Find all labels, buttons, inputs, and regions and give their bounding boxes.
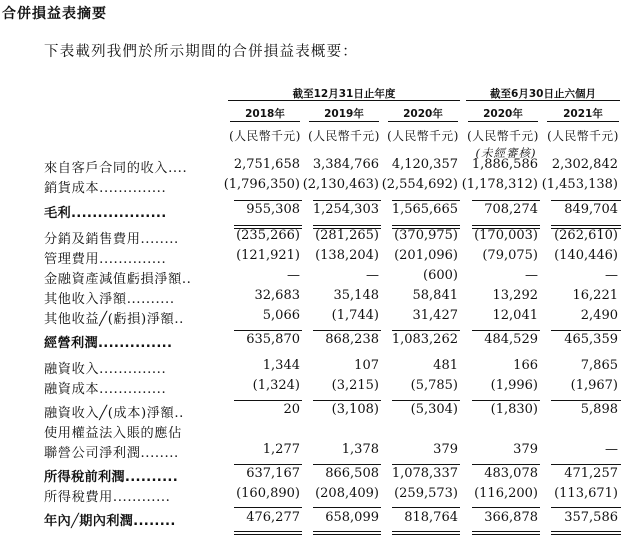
- rule-above-net-finance-3: [472, 400, 540, 401]
- row-value-col-0: 2,751,658: [233, 157, 300, 172]
- rule-above-net-profit-3: [472, 507, 540, 508]
- row-value-col-3: 484,529: [484, 332, 538, 347]
- group-underline-annual: [228, 100, 460, 101]
- table-row: [0, 248, 627, 268]
- row-value-col-0: (160,890): [236, 486, 300, 501]
- rule-above-gross-profit-0: [234, 200, 302, 201]
- table-row: [0, 157, 627, 177]
- row-value-col-1: (2,130,463): [302, 177, 379, 192]
- row-value-col-4: 357,586: [564, 510, 618, 525]
- year-header-1: 2019年: [324, 108, 364, 120]
- row-value-col-1: 3,384,766: [312, 157, 379, 172]
- rule-below-gross-profit-3: [472, 225, 540, 229]
- rule-below-net-profit-1: [313, 531, 381, 535]
- row-value-col-0: 20: [283, 402, 300, 417]
- rule-above-net-profit-4: [551, 507, 621, 508]
- year-underline-1: [309, 121, 379, 122]
- row-value-col-1: 866,508: [325, 466, 379, 481]
- row-value-col-2: 58,841: [412, 288, 458, 303]
- row-value-col-1: 107: [354, 358, 379, 373]
- row-value-col-4: 849,704: [564, 202, 618, 217]
- rule-below-gross-profit-2: [392, 225, 460, 229]
- unit-label-4: (人民幣千元): [547, 129, 619, 143]
- year-underline-3: [468, 121, 538, 122]
- rule-above-pretax-3: [472, 464, 540, 465]
- row-value-col-1: (208,409): [315, 486, 379, 501]
- row-value-col-4: —: [605, 442, 618, 457]
- row-value-col-3: —: [525, 268, 538, 283]
- row-label: 毛利..................: [44, 206, 167, 221]
- row-value-col-2: 1,565,665: [391, 202, 458, 217]
- year-underline-0: [230, 121, 300, 122]
- row-value-col-4: 471,257: [564, 466, 618, 481]
- row-label: 銷貨成本..............: [44, 181, 167, 196]
- unit-label-1: (人民幣千元): [308, 129, 380, 143]
- row-value-col-0: 1,344: [262, 358, 300, 373]
- rule-above-pretax-2: [392, 464, 460, 465]
- rule-above-operating-profit-0: [234, 330, 302, 331]
- table-row: [0, 466, 627, 486]
- row-value-col-0: 5,066: [262, 308, 300, 323]
- row-value-col-1: (3,215): [331, 378, 379, 393]
- rule-above-pretax-4: [551, 464, 621, 465]
- row-value-col-1: 35,148: [333, 288, 379, 303]
- table-row: [0, 202, 627, 222]
- table-row: [0, 378, 627, 398]
- row-label: 融資收入..............: [44, 362, 167, 377]
- rule-above-net-profit-1: [313, 507, 381, 508]
- row-value-col-0: 955,308: [246, 202, 300, 217]
- row-value-col-2: (5,304): [410, 402, 458, 417]
- rule-below-gross-profit-1: [313, 225, 381, 229]
- row-value-col-4: 16,221: [572, 288, 618, 303]
- rule-above-net-finance-0: [234, 400, 302, 401]
- row-value-col-2: 1,083,262: [391, 332, 458, 347]
- rule-above-operating-profit-2: [392, 330, 460, 331]
- rule-above-operating-profit-4: [551, 330, 621, 331]
- year-underline-4: [547, 121, 619, 122]
- rule-above-net-profit-2: [392, 507, 460, 508]
- row-label: 經營利潤..............: [44, 336, 173, 351]
- row-value-col-2: 481: [433, 358, 458, 373]
- row-label: 其他收益╱(虧損)淨額..: [44, 312, 184, 327]
- row-value-col-1: —: [366, 268, 379, 283]
- table-row: [0, 332, 627, 352]
- row-value-col-2: 31,427: [412, 308, 458, 323]
- row-value-col-2: (2,554,692): [381, 177, 458, 192]
- rule-below-net-profit-4: [551, 531, 621, 535]
- table-row: [0, 177, 627, 197]
- year-underline-2: [388, 121, 458, 122]
- table-row: [0, 510, 627, 530]
- row-value-col-0: (235,266): [236, 228, 300, 243]
- row-value-col-2: (259,573): [394, 486, 458, 501]
- rule-above-net-finance-1: [313, 400, 381, 401]
- row-value-col-0: 1,277: [262, 442, 300, 457]
- row-label: 分銷及銷售費用........: [44, 232, 179, 247]
- row-value-col-0: —: [287, 268, 300, 283]
- group-underline-interim: [466, 100, 620, 101]
- table-row: [0, 288, 627, 308]
- row-value-col-4: 2,302,842: [551, 157, 618, 172]
- rule-above-gross-profit-1: [313, 200, 381, 201]
- rule-above-operating-profit-3: [472, 330, 540, 331]
- row-value-col-0: (1,324): [252, 378, 300, 393]
- row-value-col-3: 12,041: [492, 308, 538, 323]
- table-row: [0, 422, 627, 442]
- row-value-col-3: (1,178,312): [461, 177, 538, 192]
- rule-below-net-profit-2: [392, 531, 460, 535]
- table-row: [0, 228, 627, 248]
- row-label: 使用權益法入賬的應佔: [44, 426, 182, 441]
- table-row: [0, 442, 627, 462]
- intro-paragraph: 下表載列我們於所示期間的合併損益表概要：: [44, 44, 358, 60]
- rule-above-net-profit-0: [234, 507, 302, 508]
- row-label: 聯營公司淨利潤........: [44, 446, 179, 461]
- row-value-col-3: 366,878: [484, 510, 538, 525]
- row-value-col-2: (370,975): [394, 228, 458, 243]
- rule-above-gross-profit-4: [551, 200, 621, 201]
- row-value-col-3: (1,830): [490, 402, 538, 417]
- row-value-col-3: 708,274: [484, 202, 538, 217]
- unit-label-0: (人民幣千元): [229, 129, 301, 143]
- table-row: [0, 308, 627, 328]
- row-value-col-1: 1,378: [341, 442, 379, 457]
- row-value-col-1: (281,265): [315, 228, 379, 243]
- row-label: 融資成本..............: [44, 382, 167, 397]
- year-header-4: 2021年: [563, 108, 603, 120]
- row-value-col-3: 13,292: [492, 288, 538, 303]
- rule-below-net-profit-3: [472, 531, 540, 535]
- row-value-col-4: (140,446): [554, 248, 618, 263]
- row-label: 管理費用..............: [44, 252, 167, 267]
- row-value-col-1: 868,238: [325, 332, 379, 347]
- row-value-col-4: (1,453,138): [541, 177, 618, 192]
- row-value-col-0: 635,870: [246, 332, 300, 347]
- rule-above-net-finance-2: [392, 400, 460, 401]
- row-value-col-3: (79,075): [482, 248, 538, 263]
- rule-below-gross-profit-0: [234, 225, 302, 229]
- rule-above-gross-profit-2: [392, 200, 460, 201]
- row-value-col-2: 4,120,357: [391, 157, 458, 172]
- row-value-col-0: (1,796,350): [223, 177, 300, 192]
- row-value-col-1: 1,254,303: [312, 202, 379, 217]
- rule-above-net-finance-4: [551, 400, 621, 401]
- row-value-col-0: 637,167: [246, 466, 300, 481]
- row-label: 所得稅前利潤..........: [44, 470, 179, 485]
- row-value-col-3: 1,886,586: [471, 157, 538, 172]
- year-header-3: 2020年: [483, 108, 523, 120]
- row-value-col-3: 379: [513, 442, 538, 457]
- rule-below-gross-profit-4: [551, 225, 621, 229]
- row-value-col-4: (113,671): [554, 486, 618, 501]
- row-value-col-1: 658,099: [325, 510, 379, 525]
- row-value-col-1: (1,744): [331, 308, 379, 323]
- row-value-col-0: (121,921): [236, 248, 300, 263]
- unaudited-note: (未經審核): [475, 146, 537, 160]
- row-value-col-3: 483,078: [484, 466, 538, 481]
- table-row: [0, 358, 627, 378]
- section-heading: 合併損益表摘要: [2, 6, 107, 22]
- group-header-annual: 截至12月31日止年度: [292, 88, 396, 100]
- rule-above-operating-profit-1: [313, 330, 381, 331]
- row-value-col-3: (170,003): [474, 228, 538, 243]
- row-value-col-4: 465,359: [564, 332, 618, 347]
- row-label: 來自客戶合同的收入....: [44, 161, 188, 176]
- rule-above-pretax-1: [313, 464, 381, 465]
- row-label: 年內╱期內利潤........: [44, 514, 176, 529]
- row-value-col-4: —: [605, 268, 618, 283]
- row-value-col-3: 166: [513, 358, 538, 373]
- year-header-0: 2018年: [245, 108, 285, 120]
- row-value-col-4: 2,490: [580, 308, 618, 323]
- rule-above-gross-profit-3: [472, 200, 540, 201]
- row-value-col-3: (116,200): [474, 486, 538, 501]
- row-value-col-4: 5,898: [580, 402, 618, 417]
- unit-label-3: (人民幣千元): [467, 129, 539, 143]
- row-value-col-4: 7,865: [580, 358, 618, 373]
- unit-label-2: (人民幣千元): [387, 129, 459, 143]
- row-value-col-4: (262,610): [554, 228, 618, 243]
- table-row: [0, 486, 627, 506]
- table-row: [0, 268, 627, 288]
- row-value-col-3: (1,996): [490, 378, 538, 393]
- rule-above-pretax-0: [234, 464, 302, 465]
- row-label: 其他收入淨額..........: [44, 292, 175, 307]
- row-label: 所得稅費用............: [44, 490, 171, 505]
- row-label: 金融資產減值虧損淨額..: [44, 272, 192, 287]
- row-value-col-2: (5,785): [410, 378, 458, 393]
- table-row: [0, 402, 627, 422]
- row-value-col-2: 818,764: [404, 510, 458, 525]
- row-value-col-2: 1,078,337: [391, 466, 458, 481]
- row-value-col-0: 476,277: [246, 510, 300, 525]
- row-value-col-1: (3,108): [331, 402, 379, 417]
- row-value-col-1: (138,204): [315, 248, 379, 263]
- row-value-col-2: 379: [433, 442, 458, 457]
- row-value-col-2: (201,096): [394, 248, 458, 263]
- row-value-col-2: (600): [423, 268, 458, 283]
- row-value-col-4: (1,967): [570, 378, 618, 393]
- group-header-interim: 截至6月30日止六個月: [490, 88, 596, 100]
- rule-below-net-profit-0: [234, 531, 302, 535]
- year-header-2: 2020年: [403, 108, 443, 120]
- row-value-col-0: 32,683: [254, 288, 300, 303]
- row-label: 融資收入╱(成本)淨額..: [44, 406, 184, 421]
